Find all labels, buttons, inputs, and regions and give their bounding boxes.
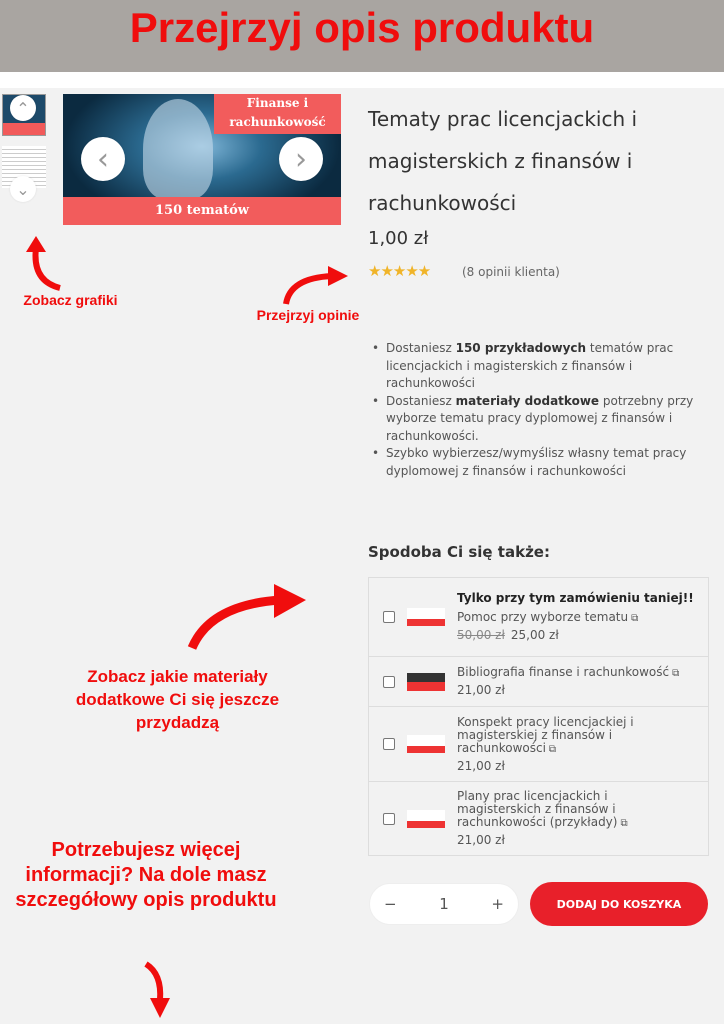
arrow-down-icon [140,960,180,1020]
thumb-up-button[interactable] [10,95,36,121]
upsell-heading: Spodoba Ci się także: [368,543,550,561]
image-caption: 150 tematów [63,197,341,225]
upsell-thumbnail [407,810,445,828]
upsell-item [369,782,708,855]
product-price: 1,00 zł [368,228,429,249]
feature-list [368,340,708,480]
upsell-checkbox[interactable] [383,611,395,623]
lightbulb-graphic [143,99,213,199]
upsell-item [369,707,708,782]
decrease-button[interactable]: − [384,895,397,913]
external-link-icon[interactable]: ⧉ [620,818,628,829]
feature-item: • Dostaniesz 150 przykładowych tematów prac licencjackich i magisterskich z finansów i rachunkowości [368,340,708,393]
arrow-right-icon [280,264,350,306]
old-price: 50,00 zł [457,628,505,642]
add-to-cart-button[interactable]: DODAJ DO KOSZYKA [530,882,708,926]
banner [0,0,724,72]
upsell-checkbox[interactable] [383,813,395,825]
arrow-up-icon [22,236,66,292]
upsell-list [368,577,709,856]
upsell-thumbnail [407,608,445,626]
upsell-thumbnail [407,673,445,691]
upsell-item [369,578,708,657]
banner-title: Przejrzyj opis produktu [129,4,595,51]
upsell-item [369,657,708,707]
upsell-headline: Tylko przy tym zamówieniu taniej!! [457,591,694,605]
upsell-price: 21,00 zł [457,683,505,697]
annotation-see-materials: Zobacz jakie materiały dodatkowe Ci się jeszcze przydadzą [75,667,280,732]
reviews-link[interactable]: (8 opinii klienta) [462,265,560,279]
feature-item: • Szybko wybierzesz/wymyślisz własny temat pracy dyplomowej z finansów i rachunkowości [368,445,708,480]
external-link-icon[interactable]: ⧉ [672,668,680,679]
rating-stars: ★★★★★ [368,262,431,280]
thumb-down-button[interactable] [10,176,36,202]
increase-button[interactable]: + [491,895,504,913]
chevron-right-icon: › [295,141,307,177]
annotation-see-reviews: Przejrzyj opinie [256,307,360,323]
white-strip [0,72,724,88]
product-title: Tematy prac licencjackich i magisterskich z finansów i rachunkowości [368,107,638,215]
external-link-icon[interactable]: ⧉ [631,613,639,624]
next-image-button[interactable] [279,137,323,181]
upsell-name-link[interactable]: Plany prac licencjackich i magisterskich z finansów i rachunkowości (przykłady) [457,789,618,829]
chevron-up-icon: ⌃ [16,98,30,118]
upsell-thumbnail [407,735,445,753]
image-tag: Finanse i rachunkowość [214,94,341,134]
annotation-need-info: Potrzebujesz więcej informacji? Na dole masz szczegółowy opis produktu [15,839,277,911]
annotation-see-graphics: Zobacz grafiki [23,292,118,308]
upsell-price: 21,00 zł [457,758,505,773]
prev-image-button[interactable] [81,137,125,181]
chevron-down-icon: ⌄ [16,179,30,199]
quantity-input[interactable]: 1 [439,895,449,913]
upsell-name-link[interactable]: Pomoc przy wyborze tematu [457,610,629,624]
feature-item: • Dostaniesz materiały dodatkowe potrzebny przy wyborze tematu pracy dyplomowej z finansów i rachunkowości. [368,393,708,446]
quantity-stepper [369,883,519,925]
upsell-name-link[interactable]: Bibliografia finanse i rachunkowość [457,665,670,679]
chevron-left-icon: ‹ [97,141,109,177]
upsell-price: 25,00 zł [510,628,559,642]
arrow-right-icon [180,580,308,652]
upsell-checkbox[interactable] [383,738,395,750]
upsell-name-link[interactable]: Konspekt pracy licencjackiej i magisterskiej z finansów i rachunkowości [457,714,634,755]
external-link-icon[interactable]: ⧉ [548,743,557,755]
upsell-checkbox[interactable] [383,676,395,688]
upsell-price: 21,00 zł [457,833,505,847]
